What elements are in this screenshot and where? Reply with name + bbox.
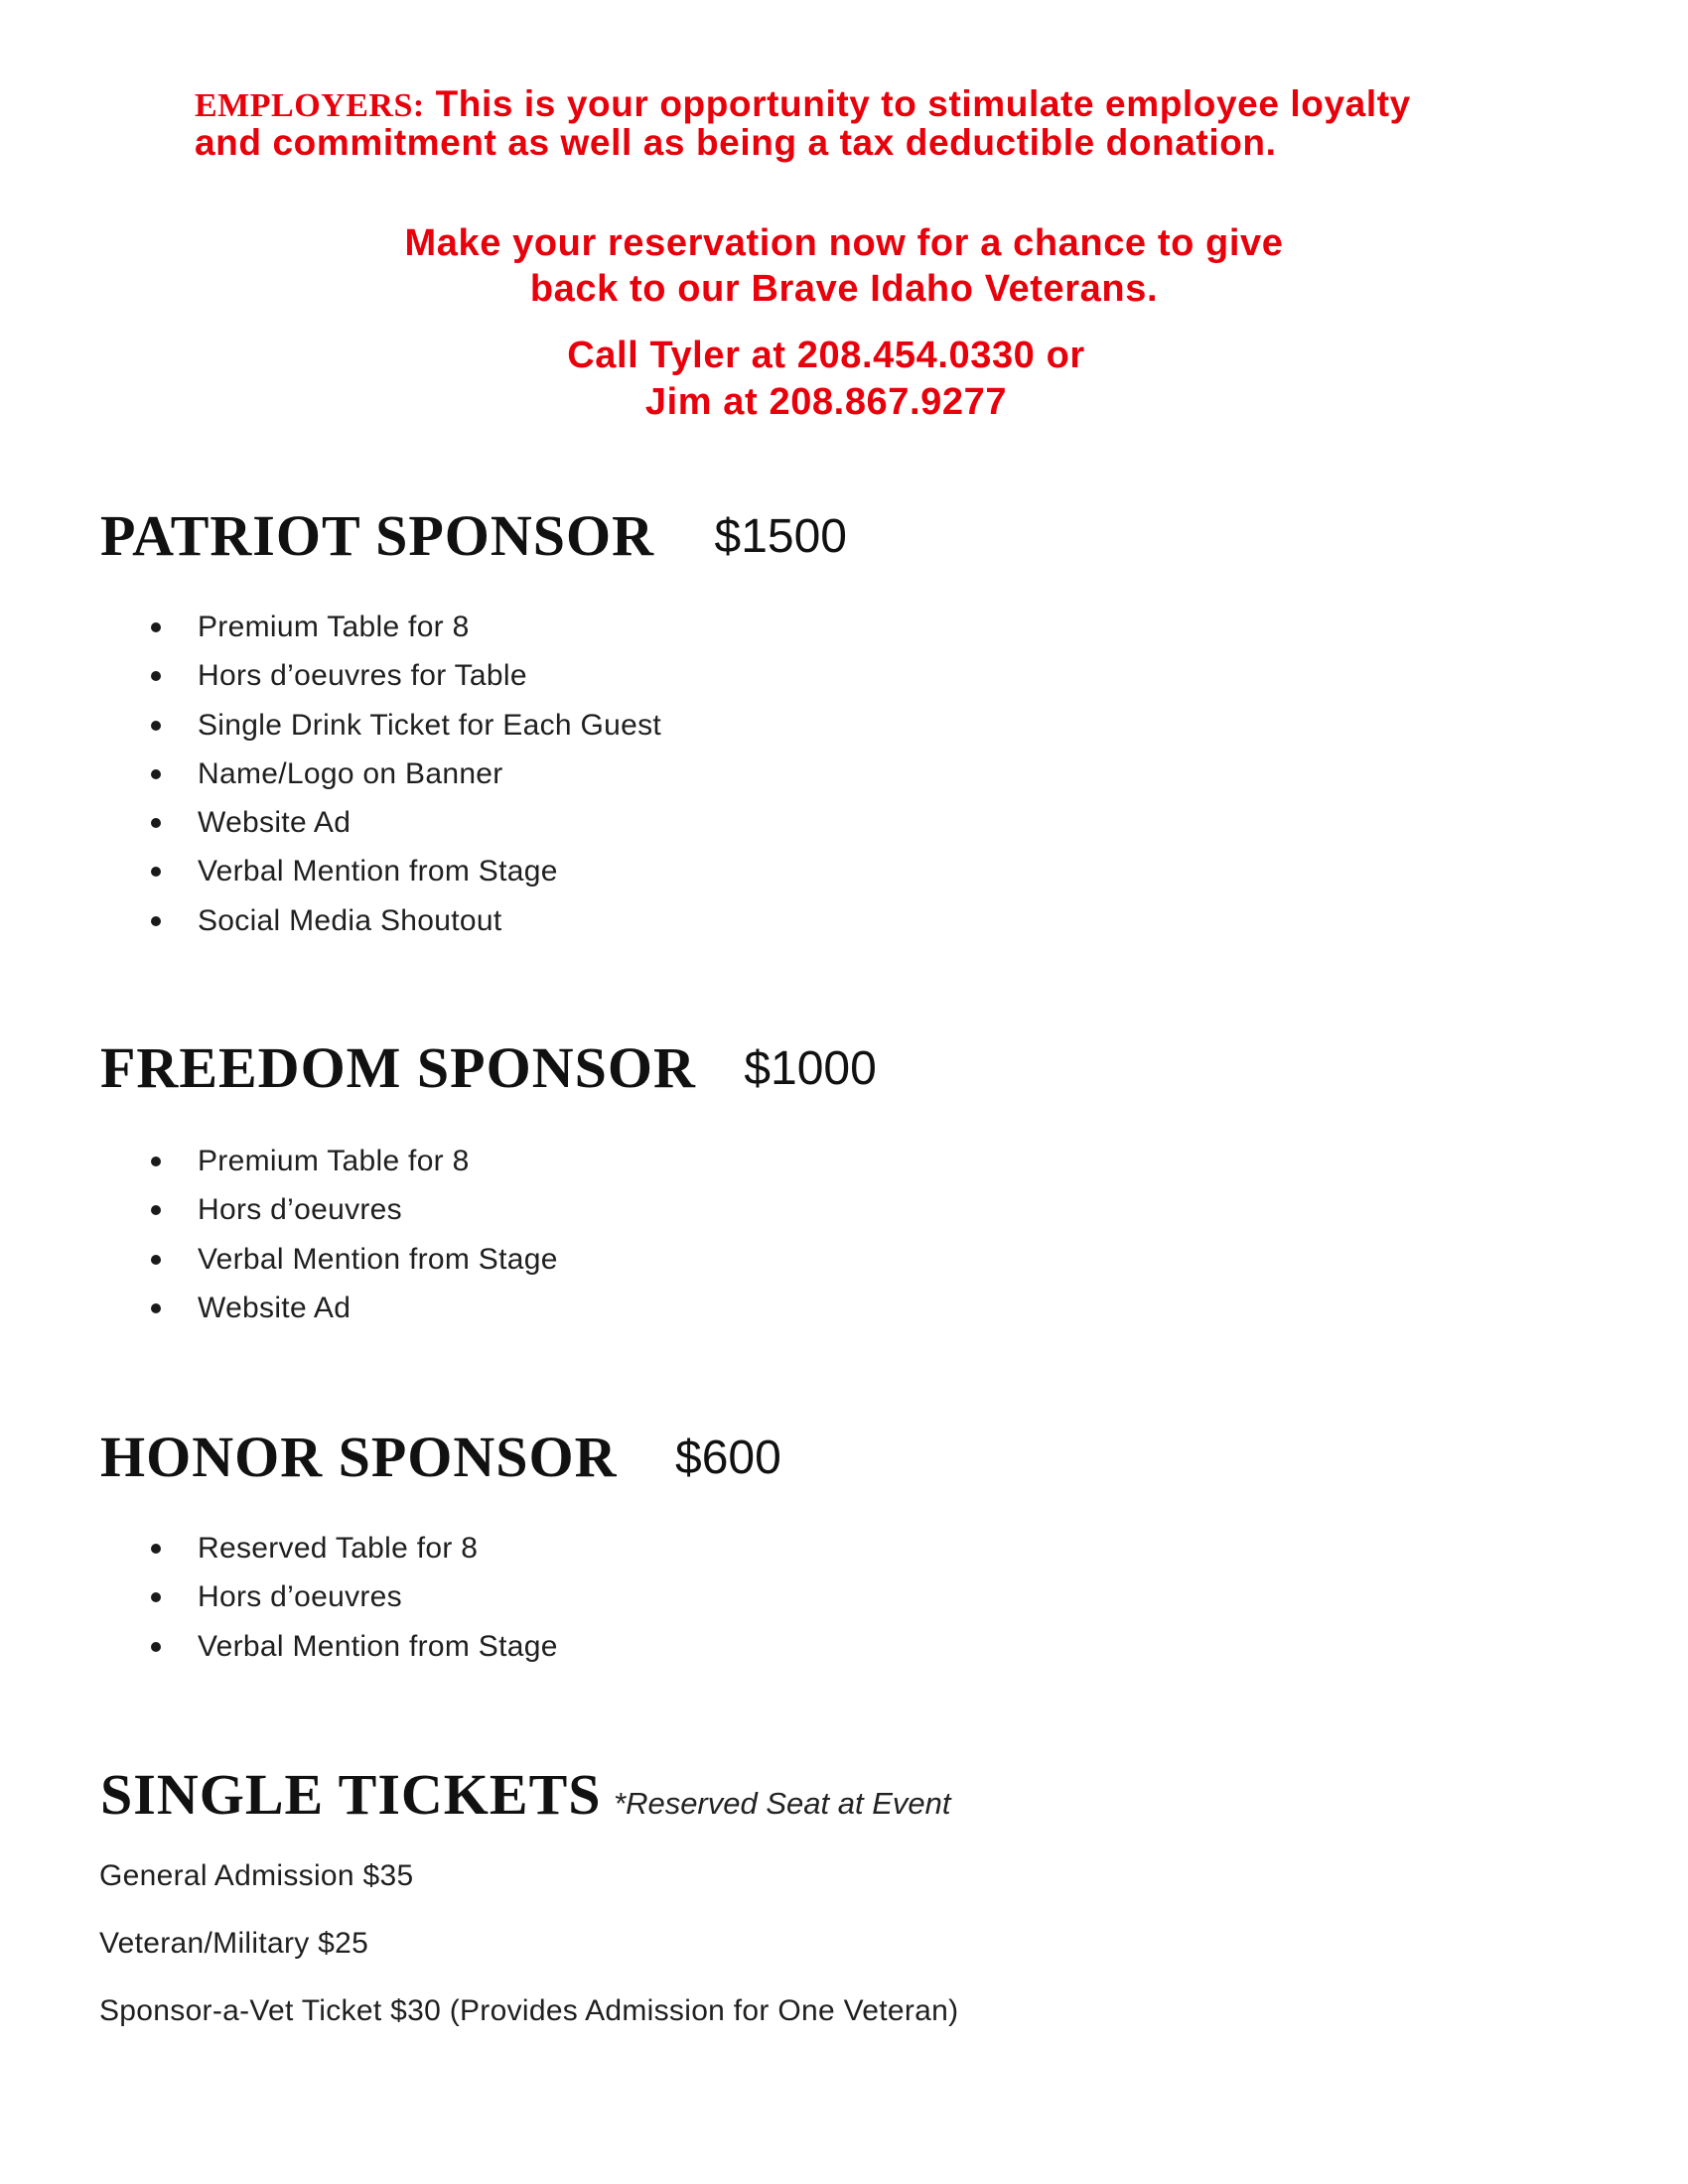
benefit-label: Name/Logo on Banner — [198, 756, 503, 790]
contact-message — [0, 333, 1670, 426]
bullet-icon — [151, 1544, 161, 1554]
patriot-sponsor-heading — [100, 502, 847, 569]
list-item — [0, 847, 661, 895]
single-ticket-prices — [99, 1856, 958, 2059]
list-item: General Admission $35 — [99, 1859, 414, 1892]
benefit-label: Hors d’oeuvres for Table — [198, 659, 527, 693]
single-tickets-note: *Reserved Seat at Event — [614, 1786, 951, 1821]
reservation-line-2: back to our Brave Idaho Veterans. — [529, 268, 1159, 310]
list-item — [0, 1185, 558, 1234]
list-item — [0, 1137, 558, 1185]
benefit-label: Website Ad — [198, 806, 352, 840]
reservation-line-1: Make your reservation now for a chance to give — [404, 222, 1284, 264]
list-item — [0, 896, 661, 945]
benefit-label: Single Drink Ticket for Each Guest — [198, 708, 662, 742]
freedom-sponsor-title: FREEDOM SPONSOR — [100, 1035, 696, 1100]
bullet-icon — [151, 1303, 161, 1313]
list-item — [0, 651, 661, 700]
bullet-icon — [151, 1255, 161, 1265]
list-item — [0, 750, 661, 798]
employer-intro — [195, 85, 1446, 161]
freedom-sponsor-benefits — [0, 1137, 558, 1332]
benefit-label: Social Media Shoutout — [198, 903, 502, 937]
patriot-sponsor-price: $1500 — [714, 510, 847, 563]
list-item — [0, 798, 661, 847]
benefit-label: Hors d’oeuvres — [198, 1193, 402, 1227]
benefit-label: Premium Table for 8 — [198, 1145, 470, 1177]
contact-line-1: Call Tyler at 208.454.0330 or — [567, 335, 1085, 376]
bullet-icon — [151, 622, 161, 632]
bullet-icon — [151, 721, 161, 731]
list-item — [0, 701, 661, 750]
benefit-label: Premium Table for 8 — [198, 611, 470, 643]
benefit-label: Verbal Mention from Stage — [198, 1242, 558, 1276]
bullet-icon — [151, 1157, 161, 1166]
honor-sponsor-price: $600 — [675, 1432, 781, 1484]
bullet-icon — [151, 1642, 161, 1652]
benefit-label: Verbal Mention from Stage — [198, 1629, 558, 1663]
freedom-sponsor-price: $1000 — [744, 1042, 877, 1095]
list-item — [0, 1622, 558, 1671]
list-item — [0, 1284, 558, 1332]
single-tickets-title: SINGLE TICKETS — [100, 1762, 602, 1827]
employers-message: This is your opportunity to stimulate employee loyalty and commitment as well as being a tax deductible donation. — [195, 83, 1411, 163]
single-tickets-heading — [100, 1761, 950, 1828]
list-item — [0, 1524, 558, 1572]
patriot-sponsor-benefits — [0, 603, 661, 945]
bullet-icon — [151, 916, 161, 926]
list-item — [0, 1235, 558, 1284]
bullet-icon — [151, 867, 161, 877]
benefit-label: Verbal Mention from Stage — [198, 855, 558, 888]
list-item — [0, 603, 661, 651]
benefit-label: Reserved Table for 8 — [198, 1532, 479, 1565]
reservation-message — [0, 220, 1688, 312]
bullet-icon — [151, 1592, 161, 1602]
bullet-icon — [151, 1205, 161, 1215]
honor-sponsor-heading — [100, 1424, 781, 1490]
bullet-icon — [151, 671, 161, 681]
employers-lead: EMPLOYERS: — [195, 87, 425, 124]
honor-sponsor-title: HONOR SPONSOR — [100, 1425, 618, 1489]
list-item: Sponsor-a-Vet Ticket $30 (Provides Admission for One Veteran) — [99, 1994, 959, 2027]
benefit-label: Website Ad — [198, 1291, 352, 1324]
honor-sponsor-benefits — [0, 1524, 558, 1671]
bullet-icon — [151, 818, 161, 828]
list-item: Veteran/Military $25 — [99, 1927, 369, 1960]
contact-line-2: Jim at 208.867.9277 — [644, 381, 1008, 423]
benefit-label: Hors d’oeuvres — [198, 1580, 402, 1614]
freedom-sponsor-heading — [100, 1034, 877, 1101]
list-item — [0, 1572, 558, 1621]
bullet-icon — [151, 769, 161, 779]
patriot-sponsor-title: PATRIOT SPONSOR — [100, 503, 655, 568]
